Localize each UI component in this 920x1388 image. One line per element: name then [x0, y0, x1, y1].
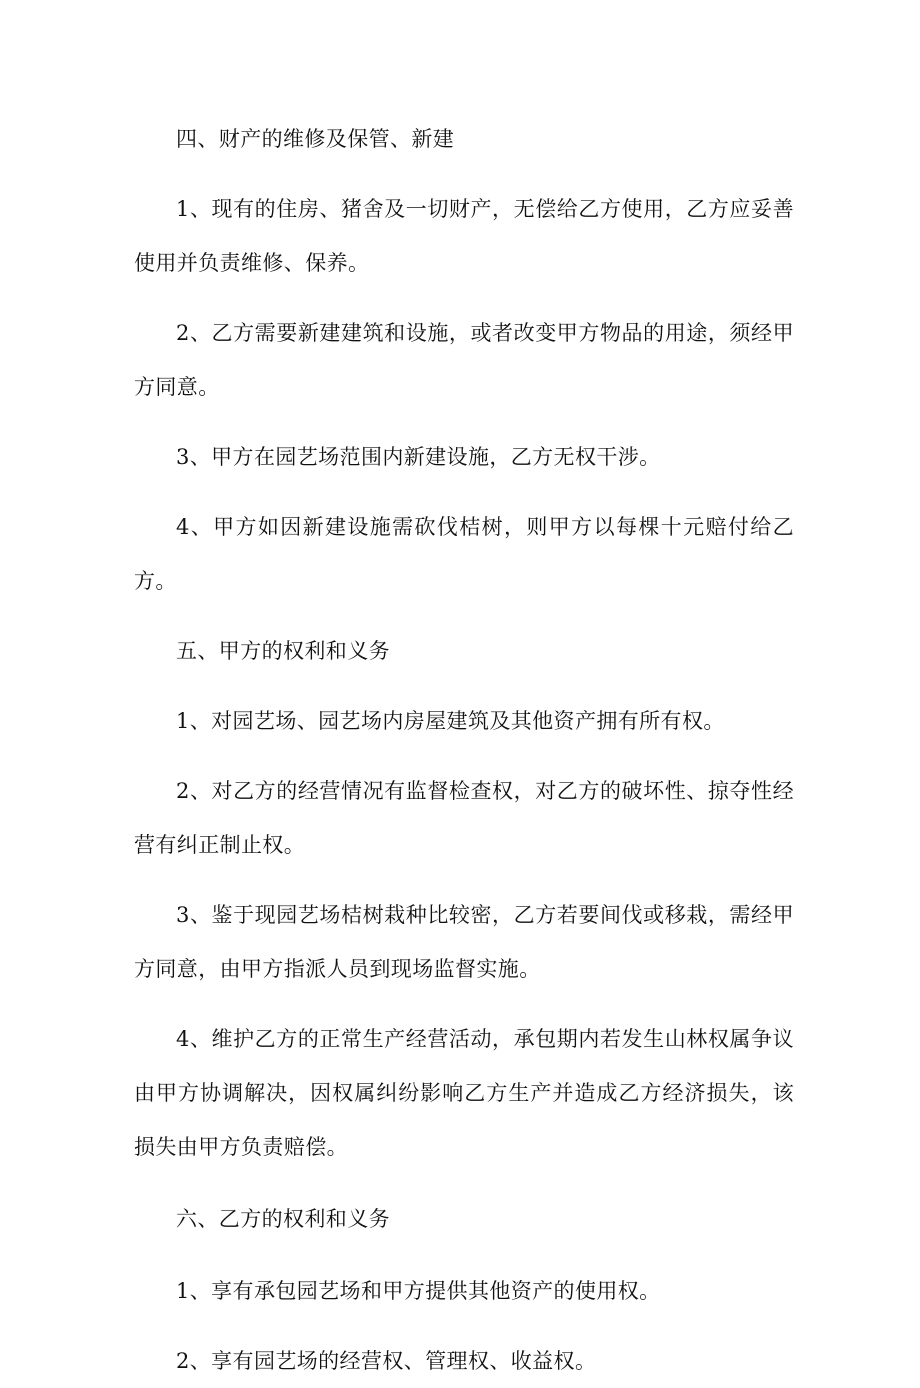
clause-paragraph: 1、现有的住房、猪舍及一切财产，无偿给乙方使用，乙方应妥善使用并负责维修、保养。 [134, 197, 794, 275]
clause-paragraph: 2、对乙方的经营情况有监督检查权，对乙方的破坏性、掠夺性经营有纠正制止权。 [134, 779, 794, 857]
clause-paragraph: 1、对园艺场、园艺场内房屋建筑及其他资产拥有所有权。 [176, 709, 725, 733]
clause-paragraph: 2、享有园艺场的经营权、管理权、收益权。 [176, 1349, 597, 1373]
section-heading-party-a-rights: 五、甲方的权利和义务 [176, 639, 390, 663]
section-heading-property-maintenance: 四、财产的维修及保管、新建 [176, 127, 455, 151]
clause-paragraph: 1、享有承包园艺场和甲方提供其他资产的使用权。 [176, 1279, 661, 1303]
clause-paragraph: 3、甲方在园艺场范围内新建设施，乙方无权干涉。 [176, 445, 661, 469]
section-heading-party-b-rights: 六、乙方的权利和义务 [176, 1207, 390, 1231]
document-body [134, 112, 794, 1388]
clause-paragraph: 3、鉴于现园艺场桔树栽种比较密，乙方若要间伐或移栽，需经甲方同意，由甲方指派人员到现场监督实施。 [134, 903, 794, 981]
clause-paragraph: 4、维护乙方的正常生产经营活动，承包期内若发生山林权属争议由甲方协调解决，因权属纠纷影响乙方生产并造成乙方经济损失，该损失由甲方负责赔偿。 [134, 1027, 794, 1159]
clause-paragraph: 4、甲方如因新建设施需砍伐桔树，则甲方以每棵十元赔付给乙方。 [134, 515, 794, 593]
clause-paragraph: 2、乙方需要新建建筑和设施，或者改变甲方物品的用途，须经甲方同意。 [134, 321, 794, 399]
